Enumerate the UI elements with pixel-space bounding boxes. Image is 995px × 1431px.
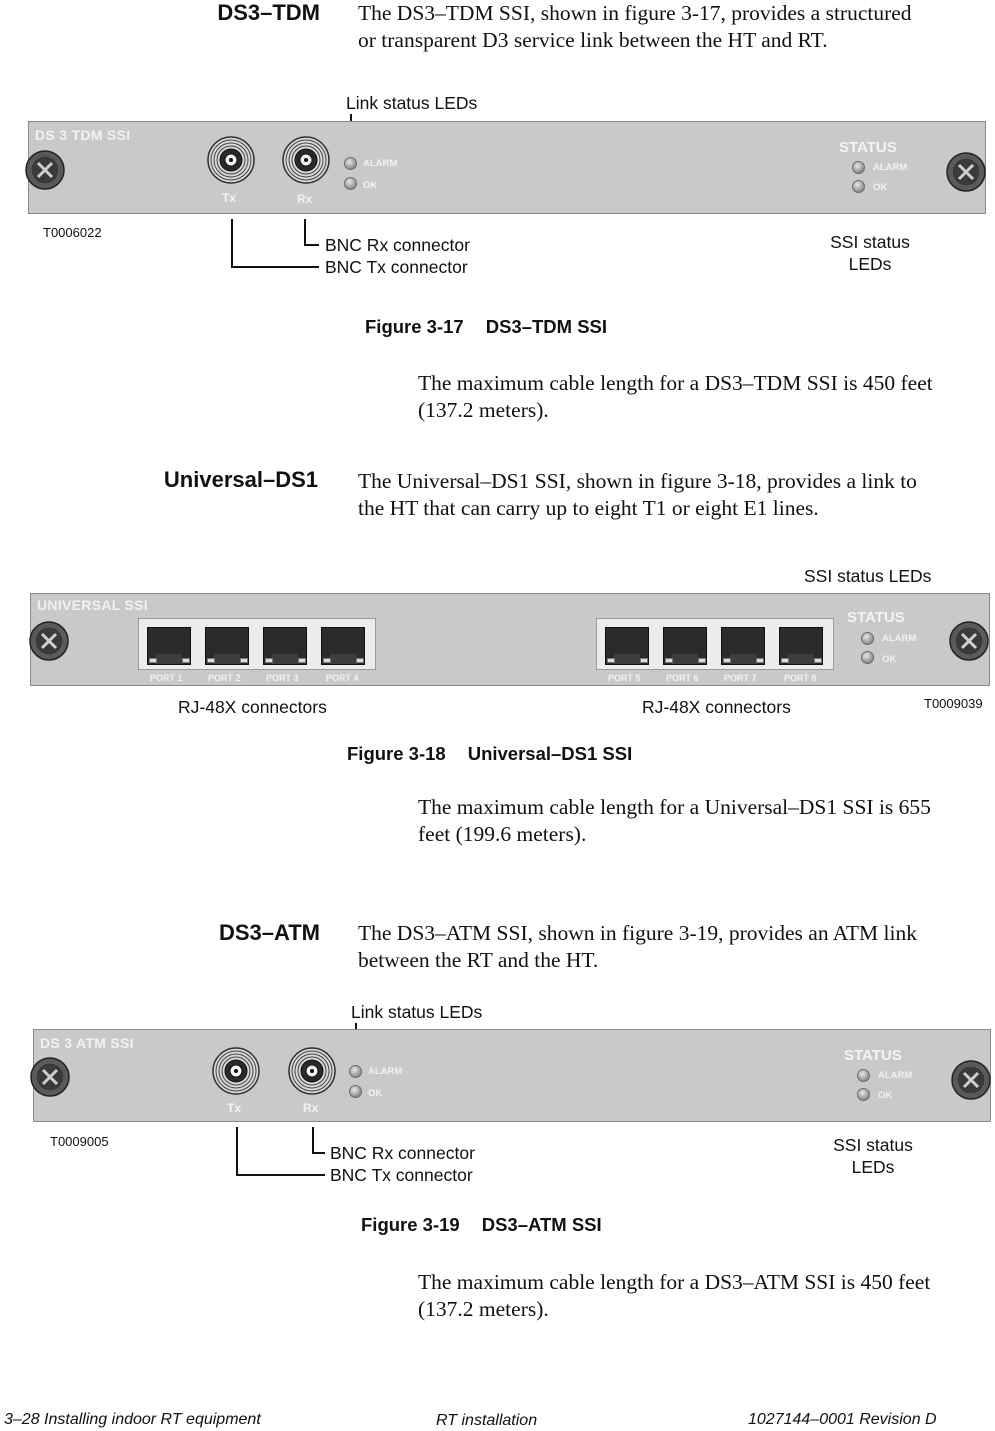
link-alarm-led xyxy=(349,1065,362,1078)
status-title: STATUS xyxy=(839,139,897,156)
callout-ssi-status: SSI status LEDs xyxy=(804,566,932,586)
section-heading: DS3–TDM xyxy=(217,0,320,25)
tx-label: Tx xyxy=(222,191,237,205)
text-line: feet (199.6 meters). xyxy=(418,822,587,846)
section-heading: Universal–DS1 xyxy=(163,467,318,492)
footer-left: 3–28 Installing indoor RT equipment xyxy=(4,1411,261,1428)
callout-link-status: Link status LEDs xyxy=(346,93,478,113)
port-label: PORT 5 xyxy=(608,673,641,683)
callout-bnc-tx: BNC Tx connector xyxy=(325,257,468,277)
bnc-tx-connector-icon xyxy=(212,1047,260,1095)
port-label: PORT 4 xyxy=(326,673,359,683)
status-alarm-led xyxy=(861,632,874,645)
led-label: OK xyxy=(873,182,888,193)
figure-number: Figure 3-17 xyxy=(365,316,464,337)
led-label: OK xyxy=(882,654,897,665)
callout-bnc-tx: BNC Tx connector xyxy=(330,1165,473,1185)
callout-link-status: Link status LEDs xyxy=(351,1002,483,1022)
led-label: OK xyxy=(878,1090,893,1101)
text-line: LEDs xyxy=(851,1157,895,1177)
figure-title: DS3–TDM SSI xyxy=(485,316,608,337)
text-line: between the RT and the HT. xyxy=(358,948,599,972)
rj48x-connector-block-left xyxy=(138,618,376,670)
section-paragraph xyxy=(418,1269,930,1323)
screw-icon xyxy=(30,1057,70,1097)
status-ok-led xyxy=(852,180,865,193)
panel-title: DS 3 TDM SSI xyxy=(35,127,131,143)
figure-title: DS3–ATM SSI xyxy=(481,1214,602,1235)
screw-icon xyxy=(951,1060,991,1100)
text-line: The maximum cable length for a Universal–DS1 SSI is 655 xyxy=(418,795,931,819)
led-label: ALARM xyxy=(882,633,917,644)
status-alarm-led xyxy=(852,161,865,174)
port-led xyxy=(781,658,789,663)
rx-label: Rx xyxy=(297,192,313,206)
panel-title: UNIVERSAL SSI xyxy=(37,597,148,613)
figure-number: Figure 3-18 xyxy=(347,743,446,764)
port-led xyxy=(207,658,215,663)
screw-icon xyxy=(949,621,989,661)
port-led xyxy=(814,658,822,663)
text-line: The Universal–DS1 SSI, shown in figure 3-18, provides a link to xyxy=(358,469,917,493)
figure-code: T0009039 xyxy=(924,696,983,711)
callout-rj48x-right: RJ-48X connectors xyxy=(642,697,791,717)
callout-rj48x-left: RJ-48X connectors xyxy=(178,697,327,717)
port-label: PORT 8 xyxy=(784,673,817,683)
section-paragraph xyxy=(418,370,933,424)
callout-line xyxy=(312,1152,325,1154)
link-alarm-led xyxy=(344,157,357,170)
port-label: PORT 3 xyxy=(266,673,299,683)
port-label: PORT 6 xyxy=(666,673,699,683)
port-led xyxy=(149,658,157,663)
port-label: PORT 2 xyxy=(208,673,241,683)
panel-title: DS 3 ATM SSI xyxy=(40,1035,134,1051)
screw-icon xyxy=(25,150,65,190)
callout-line xyxy=(304,219,306,245)
section-heading: DS3–ATM xyxy=(218,920,320,945)
led-label: ALARM xyxy=(363,158,398,169)
callout-ssi-status xyxy=(811,1134,935,1178)
figure-caption xyxy=(361,1214,602,1236)
port-led xyxy=(640,658,648,663)
rj48x-connector-block-right xyxy=(596,618,834,670)
port-label: PORT 7 xyxy=(724,673,757,683)
figure-title: Universal–DS1 SSI xyxy=(467,743,633,764)
callout-line xyxy=(236,1127,238,1175)
text-line: SSI status xyxy=(830,232,910,252)
port-label: PORT 1 xyxy=(150,673,183,683)
section-paragraph xyxy=(418,794,931,848)
text-line: The maximum cable length for a DS3–ATM SSI is 450 feet xyxy=(418,1270,931,1294)
callout-line xyxy=(231,219,233,267)
callout-line xyxy=(304,244,319,246)
section-intro xyxy=(358,468,917,522)
universal-ds1-panel xyxy=(30,593,990,686)
figure-caption xyxy=(347,743,632,765)
figure-code: T0006022 xyxy=(43,225,102,240)
text-line: LEDs xyxy=(848,254,892,274)
section-intro xyxy=(358,920,917,974)
callout-bnc-rx: BNC Rx connector xyxy=(325,235,470,255)
text-line: (137.2 meters). xyxy=(418,398,549,422)
port-led xyxy=(356,658,364,663)
callout-ssi-status xyxy=(808,231,932,275)
port-led xyxy=(265,658,273,663)
bnc-rx-connector-icon xyxy=(282,136,330,184)
callout-line xyxy=(236,1174,325,1176)
footer-right: 1027144–0001 Revision D xyxy=(748,1411,937,1428)
port-led xyxy=(723,658,731,663)
status-ok-led xyxy=(861,651,874,664)
led-label: ALARM xyxy=(878,1070,913,1081)
port-led xyxy=(756,658,764,663)
status-title: STATUS xyxy=(847,609,905,626)
rx-label: Rx xyxy=(303,1101,319,1115)
port-led xyxy=(698,658,706,663)
text-line: or transparent D3 service link between the HT and RT. xyxy=(358,28,828,52)
led-label: ALARM xyxy=(368,1066,403,1077)
ds3-atm-panel xyxy=(33,1029,991,1122)
screw-icon xyxy=(29,621,69,661)
port-led xyxy=(240,658,248,663)
led-label: OK xyxy=(363,180,378,191)
bnc-rx-connector-icon xyxy=(288,1047,336,1095)
figure-number: Figure 3-19 xyxy=(361,1214,460,1235)
port-led xyxy=(182,658,190,663)
port-led xyxy=(298,658,306,663)
section-intro xyxy=(358,0,912,54)
link-ok-led xyxy=(344,177,357,190)
status-title: STATUS xyxy=(844,1047,902,1064)
port-led xyxy=(665,658,673,663)
text-line: SSI status xyxy=(833,1135,913,1155)
led-label: ALARM xyxy=(873,162,908,173)
link-ok-led xyxy=(349,1085,362,1098)
text-line: the HT that can carry up to eight T1 or eight E1 lines. xyxy=(358,496,819,520)
text-line: (137.2 meters). xyxy=(418,1297,549,1321)
port-led xyxy=(323,658,331,663)
callout-bnc-rx: BNC Rx connector xyxy=(330,1143,475,1163)
ds3-tdm-panel xyxy=(28,121,986,214)
screw-icon xyxy=(946,152,986,192)
text-line: The DS3–TDM SSI, shown in figure 3-17, provides a structured xyxy=(358,1,912,25)
port-led xyxy=(607,658,615,663)
status-ok-led xyxy=(857,1088,870,1101)
footer-center: RT installation xyxy=(436,1412,538,1429)
figure-caption xyxy=(365,316,607,338)
bnc-tx-connector-icon xyxy=(207,136,255,184)
led-label: OK xyxy=(368,1088,383,1099)
callout-line xyxy=(312,1127,314,1153)
callout-line xyxy=(231,266,319,268)
text-line: The maximum cable length for a DS3–TDM SSI is 450 feet xyxy=(418,371,933,395)
tx-label: Tx xyxy=(227,1101,242,1115)
status-alarm-led xyxy=(857,1069,870,1082)
figure-code: T0009005 xyxy=(50,1134,109,1149)
text-line: The DS3–ATM SSI, shown in figure 3-19, provides an ATM link xyxy=(358,921,917,945)
